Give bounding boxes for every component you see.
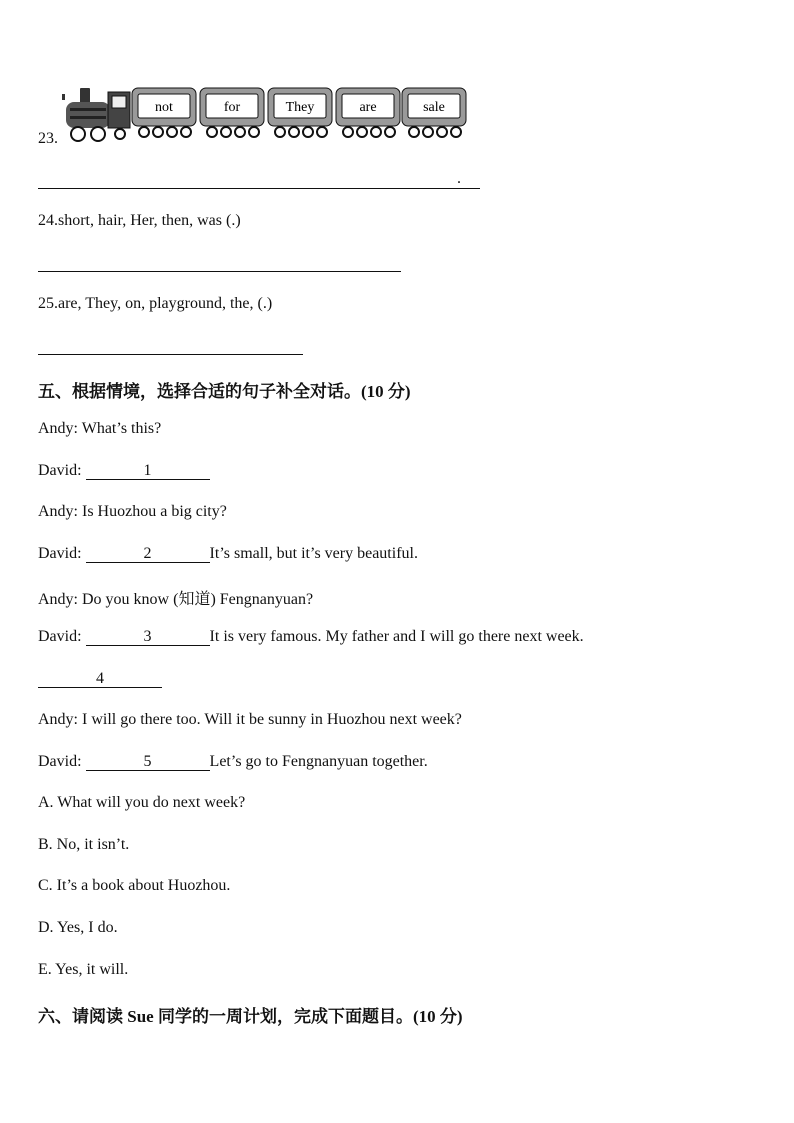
car-word-5: sale [423, 100, 445, 115]
train-car-3 [268, 88, 332, 137]
section6-heading: 六、请阅读 Sue 同学的一周计划，完成下面题目。(10 分) [38, 1007, 463, 1026]
option-e: E. Yes, it will. [38, 961, 129, 978]
train-car-2 [200, 88, 264, 137]
train-car-1 [132, 88, 196, 137]
option-d: D. Yes, I do. [38, 919, 118, 936]
car-word-3: They [285, 100, 315, 115]
blank-3[interactable]: 3 [86, 628, 210, 646]
option-a: A. What will you do next week? [38, 794, 246, 811]
speaker: Andy: [38, 503, 78, 520]
q23-line-end-mark: . [457, 170, 461, 187]
q24-prompt: 24.short, hair, Her, then, was (.) [38, 212, 241, 229]
option-b: B. No, it isn’t. [38, 836, 130, 853]
dialogue-line-6 [38, 628, 584, 646]
car-word-2: for [223, 100, 241, 115]
q25-prompt: 25.are, They, on, playground, the, (.) [38, 295, 273, 312]
dialogue-text: Let’s go to Fengnanyuan together. [209, 753, 428, 770]
blank-4[interactable]: 4 [38, 670, 162, 688]
dialogue-text: It is very famous. My father and I will go there next week. [209, 628, 584, 645]
q23-number: 23. [38, 130, 58, 147]
section5-heading: 五、根据情境，选择合适的句子补全对话。(10 分) [38, 382, 411, 401]
dialogue-line-3 [38, 503, 227, 521]
dialogue-line-4 [38, 545, 418, 563]
q25-answer-line[interactable] [38, 354, 303, 355]
speaker: David: [38, 628, 82, 645]
option-c: C. It’s a book about Huozhou. [38, 877, 231, 894]
dialogue-text: Do you know (知道) Fengnanyuan? [82, 591, 314, 608]
speaker: David: [38, 462, 82, 479]
q23-answer-line[interactable] [38, 188, 480, 189]
speaker: David: [38, 545, 82, 562]
dialogue-line-1 [38, 420, 161, 438]
speaker: Andy: [38, 711, 78, 728]
blank-5[interactable]: 5 [86, 753, 210, 771]
dialogue-text: I will go there too. Will it be sunny in Huozhou next week? [82, 711, 462, 728]
dialogue-line-5 [38, 586, 313, 609]
blank-2[interactable]: 2 [86, 545, 210, 563]
blank-1[interactable]: 1 [86, 462, 210, 480]
dialogue-text: What’s this? [81, 420, 162, 437]
speaker: Andy: [38, 420, 78, 437]
dialogue-text: It’s small, but it’s very beautiful. [209, 545, 418, 562]
dialogue-line-7 [38, 670, 162, 688]
speaker: Andy: [38, 591, 78, 608]
train-illustration [60, 86, 470, 144]
dialogue-line-8 [38, 711, 462, 729]
dialogue-line-9 [38, 753, 428, 771]
locomotive-icon [62, 88, 130, 141]
train-car-4 [336, 88, 400, 137]
dialogue-text: Is Huozhou a big city? [82, 503, 227, 520]
q24-answer-line[interactable] [38, 271, 401, 272]
dialogue-line-2 [38, 462, 210, 480]
train-car-5 [402, 88, 466, 137]
car-word-1: not [155, 100, 173, 115]
speaker: David: [38, 753, 82, 770]
car-word-4: are [359, 100, 377, 115]
